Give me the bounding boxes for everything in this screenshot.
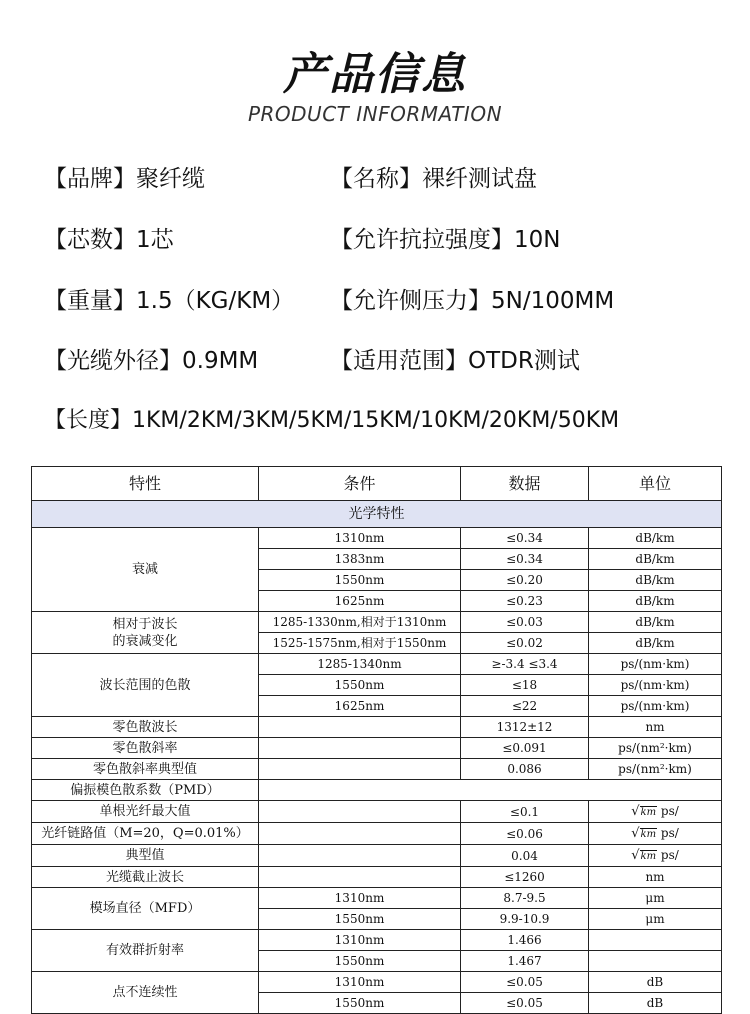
data-cell: ≤0.091 — [461, 738, 589, 759]
unit-cell — [589, 845, 722, 867]
sqrt-icon: √ — [631, 826, 640, 841]
condition-cell: 1625nm — [259, 696, 461, 717]
unit-cell: ps/(nm·km) — [589, 675, 722, 696]
info-diameter: 【光缆外径】0.9MM — [44, 348, 259, 374]
unit-cell: nm — [589, 867, 722, 888]
data-cell: 1.466 — [461, 930, 589, 951]
data-cell: ≤0.05 — [461, 972, 589, 993]
pmd-max-label: 单根光纤最大值 — [32, 801, 259, 823]
group-index-label: 有效群折射率 — [32, 930, 259, 972]
data-cell: 1.467 — [461, 951, 589, 972]
sqrt-icon: √ — [631, 848, 640, 863]
table-row — [32, 759, 722, 780]
condition-cell: 1285-1340nm — [259, 654, 461, 675]
table-row — [32, 738, 722, 759]
unit-cell: dB/km — [589, 570, 722, 591]
table-row — [32, 823, 722, 845]
sqrt-km: km — [640, 851, 657, 862]
section-title: 光学特性 — [32, 501, 722, 528]
unit-cell: ps/(nm·km) — [589, 696, 722, 717]
pmd-link-label: 光纤链路值（M=20，Q=0.01%） — [32, 823, 259, 845]
condition-cell: 1383nm — [259, 549, 461, 570]
atten-change-label — [32, 612, 259, 654]
atten-change-label-line1: 相对于波长 — [112, 616, 178, 632]
condition-cell: 1625nm — [259, 591, 461, 612]
table-row — [32, 867, 722, 888]
table-row — [32, 717, 722, 738]
info-scope: 【适用范围】OTDR测试 — [330, 348, 580, 374]
table-row — [32, 612, 722, 633]
condition-cell: 1285-1330nm,相对于1310nm — [259, 612, 461, 633]
unit-cell: dB/km — [589, 633, 722, 654]
data-cell: 9.9-10.9 — [461, 909, 589, 930]
unit-cell: dB/km — [589, 549, 722, 570]
unit-text: ps/ — [660, 826, 679, 840]
unit-text: ps/ — [660, 848, 679, 862]
cutoff-label: 光缆截止波长 — [32, 867, 259, 888]
table-row — [32, 845, 722, 867]
pmd-label: 偏振模色散系数（PMD） — [32, 780, 259, 801]
condition-cell — [259, 823, 461, 845]
unit-cell: nm — [589, 717, 722, 738]
unit-cell: ps/(nm²·km) — [589, 738, 722, 759]
page-subtitle: PRODUCT INFORMATION — [247, 102, 503, 126]
unit-cell — [589, 801, 722, 823]
zero-slope-label: 零色散斜率 — [32, 738, 259, 759]
page-title: 产品信息 — [283, 49, 467, 100]
info-side-pressure: 【允许侧压力】5N/100MM — [330, 288, 615, 314]
unit-cell: dB — [589, 993, 722, 1014]
data-cell: ≤0.05 — [461, 993, 589, 1014]
table-row — [32, 780, 722, 801]
condition-cell: 1550nm — [259, 993, 461, 1014]
condition-cell: 1550nm — [259, 909, 461, 930]
header-unit: 单位 — [589, 467, 722, 501]
condition-cell: 1550nm — [259, 675, 461, 696]
unit-text: ps/ — [660, 804, 679, 818]
data-cell: ≤0.1 — [461, 801, 589, 823]
data-cell: 0.086 — [461, 759, 589, 780]
data-cell: ≤0.02 — [461, 633, 589, 654]
sqrt-km: km — [640, 807, 657, 818]
info-name: 【名称】裸纤测试盘 — [330, 166, 537, 192]
data-cell: ≤1260 — [461, 867, 589, 888]
unit-cell: ps/(nm²·km) — [589, 759, 722, 780]
header-property: 特性 — [32, 467, 259, 501]
info-brand: 【品牌】聚纤缆 — [44, 166, 205, 192]
table-row — [32, 930, 722, 951]
condition-cell — [259, 717, 461, 738]
dispersion-label: 波长范围的色散 — [32, 654, 259, 717]
condition-cell: 1310nm — [259, 972, 461, 993]
table-row — [32, 654, 722, 675]
data-cell: ≤0.34 — [461, 528, 589, 549]
sqrt-km: km — [640, 829, 657, 840]
unit-cell: dB/km — [589, 591, 722, 612]
unit-cell — [589, 951, 722, 972]
data-cell: ≤22 — [461, 696, 589, 717]
condition-cell — [259, 845, 461, 867]
unit-cell: ps/(nm·km) — [589, 654, 722, 675]
discontinuity-label: 点不连续性 — [32, 972, 259, 1014]
condition-cell: 1525-1575nm,相对于1550nm — [259, 633, 461, 654]
info-weight: 【重量】1.5（KG/KM） — [44, 288, 295, 314]
header-condition: 条件 — [259, 467, 461, 501]
mfd-label: 模场直径（MFD） — [32, 888, 259, 930]
unit-cell: μm — [589, 888, 722, 909]
info-length: 【长度】1KM/2KM/3KM/5KM/15KM/10KM/20KM/50KM — [44, 408, 620, 433]
atten-change-label-line2: 的衰减变化 — [112, 633, 178, 649]
condition-cell: 1310nm — [259, 930, 461, 951]
condition-cell: 1550nm — [259, 570, 461, 591]
data-cell: ≤0.34 — [461, 549, 589, 570]
condition-cell — [259, 759, 461, 780]
info-cores: 【芯数】1芯 — [44, 227, 174, 253]
data-cell: ≥-3.4 ≤3.4 — [461, 654, 589, 675]
unit-cell — [589, 930, 722, 951]
condition-cell — [259, 801, 461, 823]
table-header-row — [32, 467, 722, 501]
condition-cell: 1550nm — [259, 951, 461, 972]
data-cell: ≤0.03 — [461, 612, 589, 633]
condition-cell: 1310nm — [259, 528, 461, 549]
table-row — [32, 888, 722, 909]
table-row — [32, 972, 722, 993]
condition-cell — [259, 867, 461, 888]
zero-slope-typ-label: 零色散斜率典型值 — [32, 759, 259, 780]
condition-cell: 1310nm — [259, 888, 461, 909]
unit-cell — [589, 823, 722, 845]
unit-cell: dB/km — [589, 528, 722, 549]
table-row — [32, 801, 722, 823]
data-cell: ≤18 — [461, 675, 589, 696]
data-cell: ≤0.20 — [461, 570, 589, 591]
pmd-typ-label: 典型值 — [32, 845, 259, 867]
zero-wl-label: 零色散波长 — [32, 717, 259, 738]
data-cell: 0.04 — [461, 845, 589, 867]
section-row — [32, 501, 722, 528]
data-cell: ≤0.06 — [461, 823, 589, 845]
unit-cell: dB/km — [589, 612, 722, 633]
condition-cell — [259, 738, 461, 759]
unit-cell: dB — [589, 972, 722, 993]
data-cell: 8.7-9.5 — [461, 888, 589, 909]
table-row — [32, 528, 722, 549]
data-cell: ≤0.23 — [461, 591, 589, 612]
info-tensile: 【允许抗拉强度】10N — [330, 227, 561, 253]
spec-table — [31, 466, 722, 1014]
unit-cell: μm — [589, 909, 722, 930]
data-cell: 1312±12 — [461, 717, 589, 738]
sqrt-icon: √ — [631, 804, 640, 819]
attenuation-label: 衰减 — [32, 528, 259, 612]
header-data: 数据 — [461, 467, 589, 501]
pmd-empty-cell — [259, 780, 722, 801]
